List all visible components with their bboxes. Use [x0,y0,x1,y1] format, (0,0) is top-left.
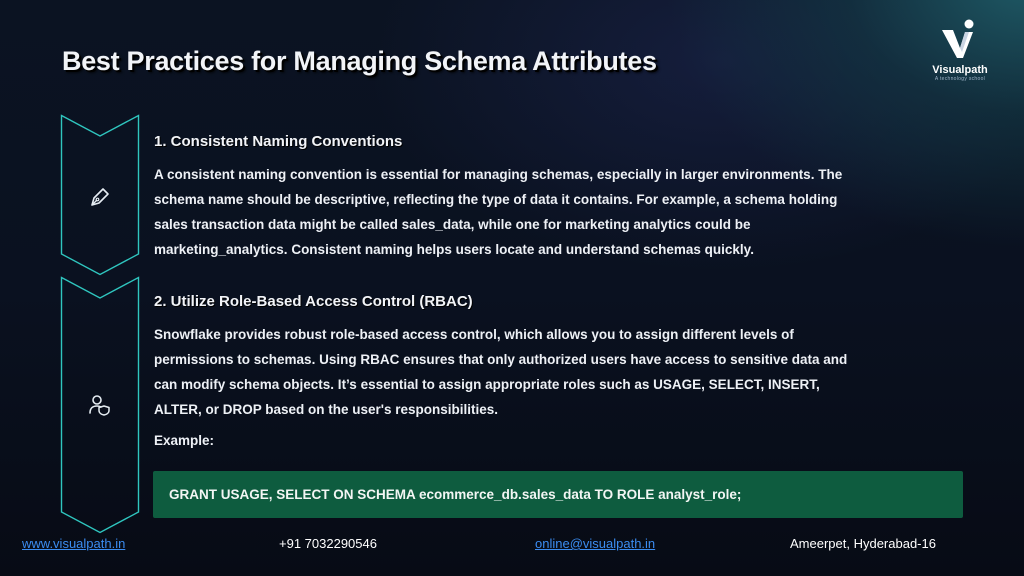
paragraph-line: permissions to schemas. Using RBAC ensures that only authorized users have access to sensitive data and [154,352,848,367]
section-2-paragraph [154,322,974,422]
paragraph-line: schema name should be descriptive, reflecting the type of data it contains. For example, a schema holding [154,192,838,207]
code-box [153,471,963,518]
phone-number: +91 7032290546 [279,536,377,551]
logo-tagline: A technology school [934,76,986,82]
website-link[interactable]: www.visualpath.in [22,536,126,551]
paragraph-line: ALTER, or DROP based on the user's responsibilities. [154,402,499,417]
section-1-arrow [60,114,140,276]
logo-name: Visualpath [932,64,988,76]
paragraph-line: can modify schema objects. It’s essential to assign appropriate roles such as USAGE, SELECT, INSERT, [154,377,820,392]
section-1-paragraph [154,162,974,262]
paragraph-line: Snowflake provides robust role-based access control, which allows you to assign different levels of [154,327,794,342]
user-shield-icon [87,392,113,418]
section-2-heading: 2. Utilize Role-Based Access Control (RBAC) [154,293,473,310]
paragraph-line: A consistent naming convention is essential for managing schemas, especially in larger environments. The [154,167,843,182]
visualpath-logo [920,18,1000,82]
page-title: Best Practices for Managing Schema Attributes [62,46,657,76]
paragraph-line: sales transaction data might be called sales_data, while one for marketing analytics could be [154,217,751,232]
logo-mark-icon [938,18,982,62]
section-1-heading: 1. Consistent Naming Conventions [154,133,403,150]
section-2-arrow [60,276,140,534]
paragraph-line: marketing_analytics. Consistent naming helps users locate and understand schemas quickly. [154,242,754,257]
location-text: Ameerpet, Hyderabad-16 [790,536,936,551]
email-link[interactable]: online@visualpath.in [535,536,656,551]
example-label: Example: [154,433,215,448]
pen-icon [87,184,113,210]
code-snippet: GRANT USAGE, SELECT ON SCHEMA ecommerce_db.sales_data TO ROLE analyst_role; [169,487,742,502]
